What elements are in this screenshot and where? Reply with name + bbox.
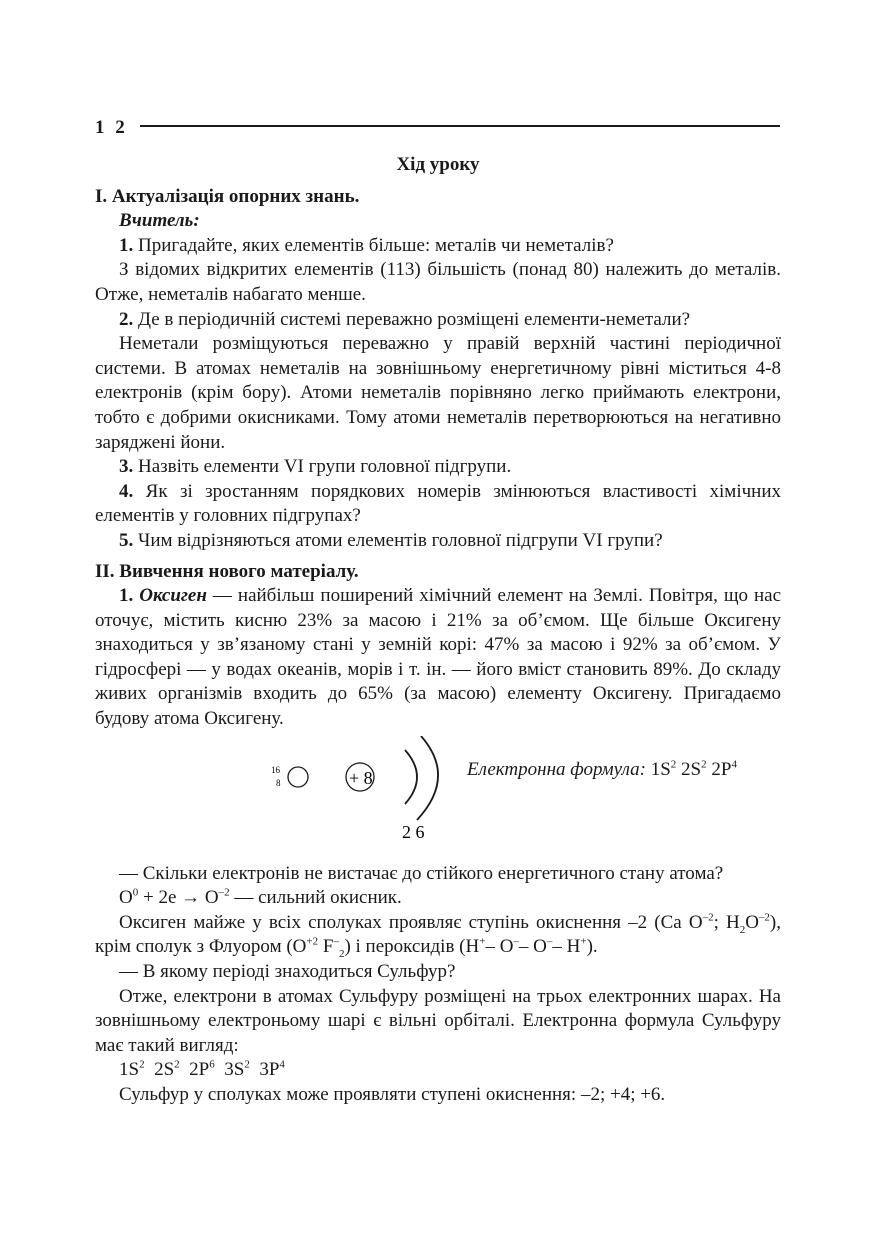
formula-sup: 2 [670,758,677,771]
oxygen-paragraph-number: 1. [119,585,134,607]
oxygen-reduction-equation [95,886,781,911]
sf-sup: 2 [174,1059,180,1072]
sf-sup: 2 [244,1059,250,1072]
header-rule [140,125,780,127]
question-1-text: Пригадайте, яких елементів більше: металів чи неметалів? [133,234,614,256]
sf-sup: 6 [209,1059,215,1072]
question-3 [95,455,781,480]
sulfur-electron-formula [95,1058,781,1083]
section-2-heading: ІІ. Вивчення нового матеріалу. [95,560,359,582]
sf-part: 2S [144,1059,175,1081]
ox-part: – O [518,936,547,958]
question-2 [95,308,781,333]
eq-part: — сильний окисник. [229,887,402,909]
question-2-number: 2. [119,308,134,330]
ox-part: ), крім сполук з Флуором (O [95,911,781,958]
element-symbol-circle [288,767,308,787]
oxygen-atom-diagram [95,736,781,854]
formula-sup: 2 [701,758,707,771]
lesson-title: Хід уроку [396,154,480,175]
electron-formula-label: Електронна формула: [467,758,646,780]
sf-part: 1S [119,1059,140,1081]
sf-part: 2P [179,1059,210,1081]
sf-part: 3S [214,1059,245,1081]
oxygen-term: Оксиген [139,585,207,607]
question-1-number: 1. [119,234,134,256]
ox-sup: – [333,936,339,949]
ox-sup: – [546,936,553,949]
ox-sub: 2 [739,923,746,936]
answer-1: З відомих відкритих елементів (113) більшість (понад 80) належить до металів. Отже, неметалів набагато менше. [95,259,781,305]
sulfur-explanation: Отже, електрони в атомах Сульфуру розміщені на трьох електронних шарах. На зовнішньому електроньому шарі є вільні орбіталі. Електронна формула Сульфуру має такий вигляд: [95,985,781,1056]
formula-sup: 4 [731,758,737,771]
ox-sup: + [479,936,486,949]
ox-sub: 2 [338,948,345,961]
ox-sup: + [580,936,587,949]
oxygen-paragraph [95,584,781,732]
ox-sup: –2 [702,911,714,924]
sf-sup: 4 [279,1059,285,1072]
atomic-number: 8 [276,777,281,788]
eq-sup: –2 [218,886,230,899]
ox-part: – H [552,936,581,958]
ox-part: F [318,936,334,958]
question-3-text: Назвіть елементи VI групи головної підгрупи. [133,456,512,478]
page-content [95,148,781,1108]
eq-sup: 0 [132,886,139,899]
eq-part: O [119,887,133,909]
ox-part: ). [586,936,598,958]
ox-part: Оксиген майже у всіх сполуках проявляє ступінь окиснення –2 (Ca O [119,911,703,933]
question-1 [95,234,781,259]
section-1-heading: І. Актуалізація опорних знань. [95,185,360,207]
formula-part: 2P [706,758,732,780]
stable-state-question: — Скільки електронів не вистачає до стійкого енергетичного стану атома? [119,862,724,884]
shell-electron-counts: 2 6 [402,821,425,842]
arrow-icon: → [181,887,201,909]
oxygen-electron-formula [467,758,737,783]
sulfur-period-question: — В якому періоді знаходиться Сульфур? [119,961,456,983]
electron-shell-1 [405,750,417,804]
teacher-label-text: Вчитель: [119,210,200,232]
mass-number: 16 [271,764,280,775]
eq-part: + 2e [138,887,182,909]
sulfur-oxidation-states: Сульфур у сполуках може проявляти ступені окиснення: –2; +4; +6. [119,1084,666,1105]
page-number: 1 2 [95,117,128,138]
ox-part: – O [485,936,514,958]
question-5-text: Чим відрізняються атоми елементів головної підгрупи VI групи? [133,529,663,551]
ox-sup: +2 [306,936,319,949]
teacher-label [95,209,781,234]
ox-part: ; H [713,911,740,933]
ox-sup: – [513,936,519,949]
atom-structure-svg [95,736,455,854]
question-4-number: 4. [119,480,134,502]
formula-part: 2S [676,758,702,780]
question-2-text: Де в періодичній системі переважно розміщені елементи-неметали? [133,308,691,330]
question-3-number: 3. [119,456,134,478]
answer-2: Неметали розміщуються переважно у правій верхній частині періодичної системи. В атомах неметалів на зовнішньому енергетичному рівні міститься 4-8 електронів (крім бору). Атоми неметалів порівняно легко приймають електрони, тобто є добрими окисниками. Тому атоми неметалів перетворюються на негативно заряджені йони. [95,333,781,453]
question-5 [95,529,781,554]
question-4-text: Як зі зростанням порядкових номерів змінюються властивості хімічних елементів у головних підгрупах? [95,480,781,527]
question-5-number: 5. [119,529,134,551]
ox-part: O [745,911,759,933]
formula-part: 1S [645,758,671,780]
electron-shell-2 [417,736,438,820]
sf-part: 3P [249,1059,280,1081]
eq-part: O [200,887,219,909]
oxygen-paragraph-text: — найбільш поширений хімічний елемент на Землі. Повітря, що нас оточує, містить кисню 23% за масою і 21% за об’ємом. Ще більше Оксигену знаходиться у зв’язаному стані у земній корі: 47% за масою і 92% за об’ємом. У гідросфері — у водах океанів, морів і т. ін. — його вміст становить 89%. До складу живих організмів входить до 65% (за масою) елементу Оксигену. Пригадаємо будову атома Оксигену. [95,585,782,730]
ox-part: ) і пероксидів (H [344,936,480,958]
ox-sup: –2 [758,911,770,924]
nucleus-charge: + 8 [349,767,373,788]
oxidation-state-paragraph [95,911,781,960]
sf-sup: 2 [139,1059,145,1072]
question-4 [95,480,781,529]
